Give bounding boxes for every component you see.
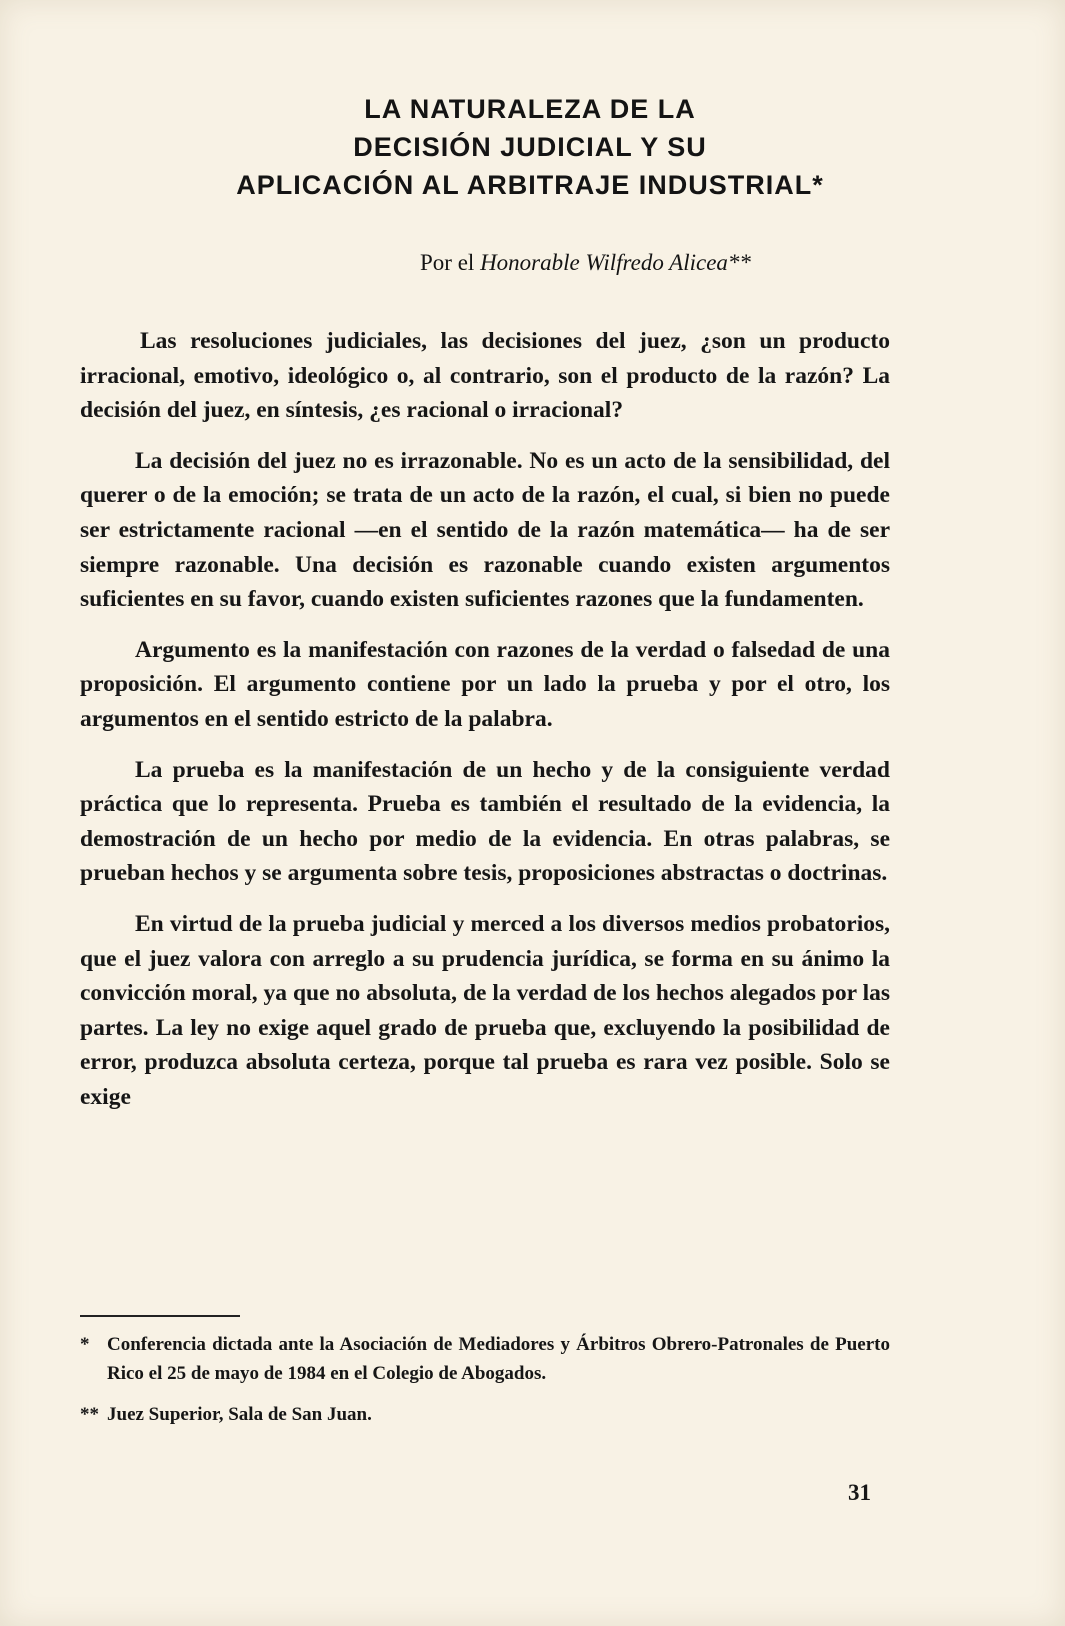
byline-prefix: Por el <box>420 250 481 275</box>
body-paragraph: Argumento es la manifestación con razones de la verdad o falsedad de una proposición. El argumento contiene por un lado la prueba y por el otro, los argumentos en el sentido estricto de la palabra. <box>80 636 890 732</box>
footnote-mark: ** <box>80 1404 99 1425</box>
article-title <box>80 90 980 204</box>
footnote <box>80 1330 890 1388</box>
footnote-mark: * <box>80 1334 90 1355</box>
byline-author: Honorable Wilfredo Alicea** <box>480 250 751 275</box>
footnotes <box>80 1330 890 1441</box>
footnote-divider <box>80 1315 240 1317</box>
title-line: DECISIÓN JUDICIAL Y SU <box>353 132 707 162</box>
footnote-text: Conferencia dictada ante la Asociación de Mediadores y Árbitros Obrero-Patronales de Puerto Rico el 25 de mayo de 1984 en el Colegio de Abogados. <box>107 1334 890 1384</box>
footnote-text: Juez Superior, Sala de San Juan. <box>107 1404 372 1425</box>
body-paragraph: Las resoluciones judiciales, las decisiones del juez, ¿son un producto irracional, emotivo, ideológico o, al contrario, son el producto de la razón? La decisión del juez, en síntesis, ¿es racional o irracional? <box>80 328 890 424</box>
title-line: LA NATURALEZA DE LA <box>364 94 696 124</box>
footnote <box>80 1400 890 1429</box>
body-paragraph: En virtud de la prueba judicial y merced a los diversos medios probatorios, que el juez valora con arreglo a su prudencia jurídica, se forma en su ánimo la convicción moral, ya que no absoluta, de la verdad de los hechos alegados por las partes. La ley no exige aquel grado de prueba que, excluyendo la posibilidad de error, produzca absoluta certeza, porque tal prueba es rara vez posible. Solo se exige <box>80 910 890 1110</box>
byline <box>420 250 751 276</box>
body-paragraph: La prueba es la manifestación de un hecho y de la consiguiente verdad práctica que lo representa. Prueba es también el resultado de la evidencia, la demostración de un hecho por medio de la evidencia. En otras palabras, se prueban hechos y se argumenta sobre tesis, proposiciones abstractas o doctrinas. <box>80 756 890 887</box>
body-paragraph: La decisión del juez no es irrazonable. No es un acto de la sensibilidad, del querer o de la emoción; se trata de un acto de la razón, el cual, si bien no puede ser estrictamente racional —en el sentido de la razón matemática— ha de ser siempre razonable. Una decisión es razonable cuando existen argumentos suficientes en su favor, cuando existen suficientes razones que la fundamenten. <box>80 447 890 613</box>
page-number: 31 <box>848 1480 871 1505</box>
title-line: APLICACIÓN AL ARBITRAJE INDUSTRIAL* <box>236 170 824 200</box>
article-body <box>80 324 890 1130</box>
